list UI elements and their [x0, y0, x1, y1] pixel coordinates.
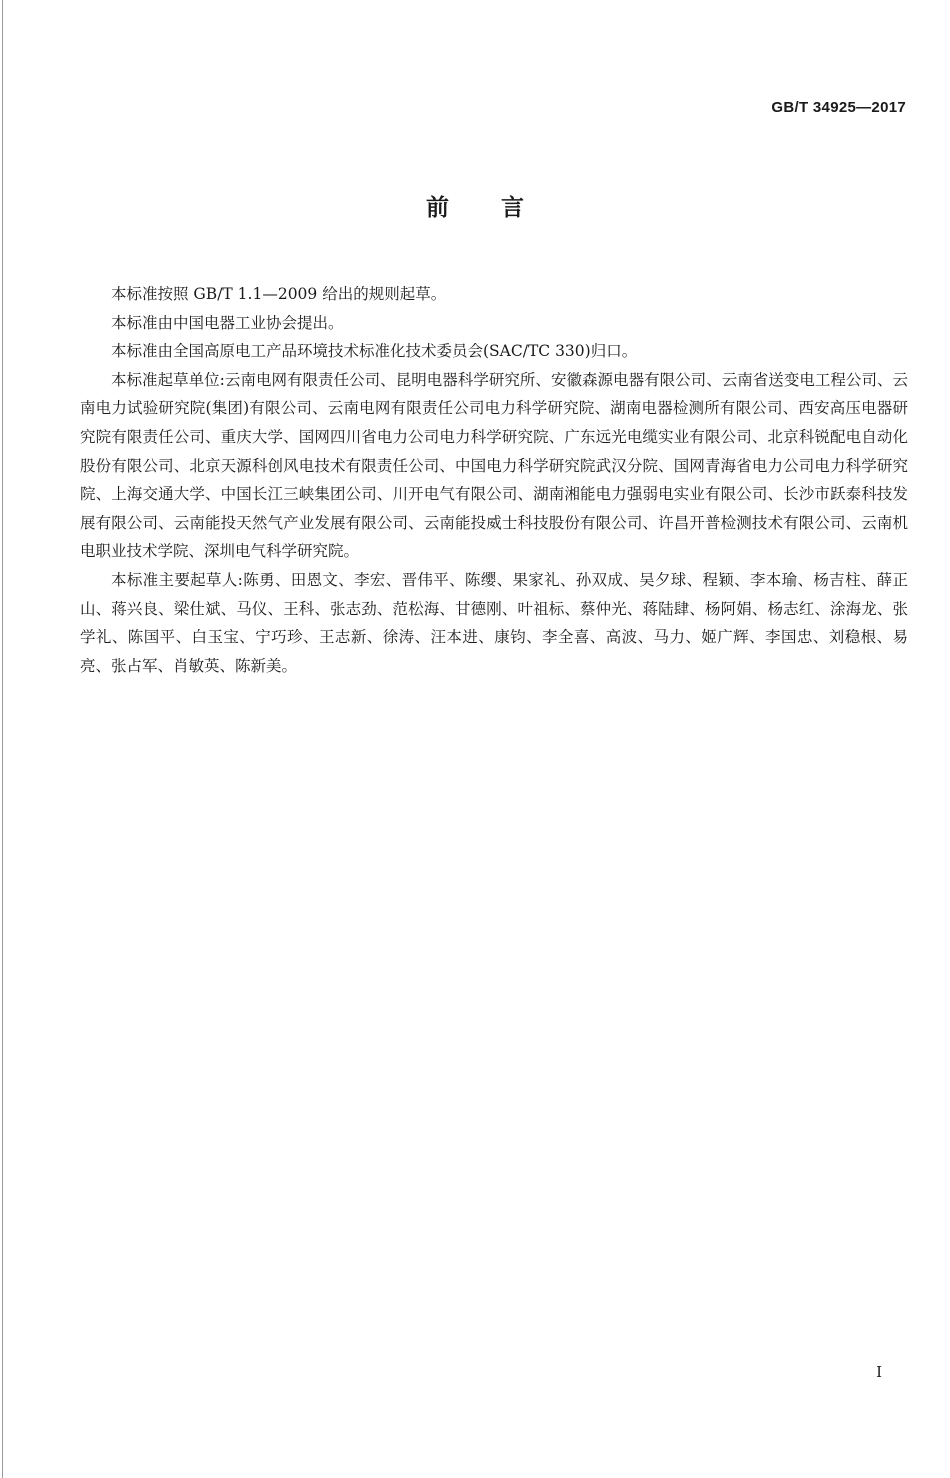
standard-code: GB/T 34925—2017 — [771, 99, 906, 116]
paragraph-drafting-units: 本标准起草单位:云南电网有限责任公司、昆明电器科学研究所、安徽森源电器有限公司、云南省送变电工程公司、云南电力试验研究院(集团)有限公司、云南电网有限责任公司电力科学研究院、湖南电器检测所有限公司、西安高压电器研究院有限责任公司、重庆大学、国网四川省电力公司电力科学研究院、广东远光电缆实业有限公司、北京科锐配电自动化股份有限公司、北京天源科创风电技术有限责任公司、中国电力科学研究院武汉分院、国网青海省电力公司电力科学研究院、上海交通大学、中国长江三峡集团公司、川开电气有限公司、湖南湘能电力强弱电实业有限公司、长沙市跃泰科技发展有限公司、云南能投天然气产业发展有限公司、云南能投威士科技股份有限公司、许昌开普检测技术有限公司、云南机电职业技术学院、深圳电气科学研究院。 — [80, 370, 908, 561]
paragraph-drafters: 本标准主要起草人:陈勇、田恩文、李宏、晋伟平、陈缨、果家礼、孙双成、吴夕球、程颖、李本瑜、杨吉柱、薛正山、蒋兴良、梁仕斌、马仪、王科、张志劲、范松海、甘德刚、叶祖标、蔡仲光、蒋陆肆、杨阿娟、杨志红、涂海龙、张学礼、陈国平、白玉宝、宁巧珍、王志新、徐涛、汪本进、康钧、李全喜、高波、马力、姬广辉、李国忠、刘稳根、易亮、张占军、肖敏英、陈新美。 — [80, 570, 908, 675]
foreword-body — [80, 280, 908, 680]
paragraph-proposed-by: 本标准由中国电器工业协会提出。 — [111, 313, 344, 332]
paragraph-centralized-by: 本标准由全国高原电工产品环境技术标准化技术委员会(SAC/TC 330)归口。 — [111, 342, 638, 361]
page-number: I — [876, 1363, 882, 1381]
page-title: 前言 — [426, 195, 576, 221]
paragraph-drafting-rules: 本标准按照 GB/T 1.1—2009 给出的规则起草。 — [111, 285, 447, 303]
